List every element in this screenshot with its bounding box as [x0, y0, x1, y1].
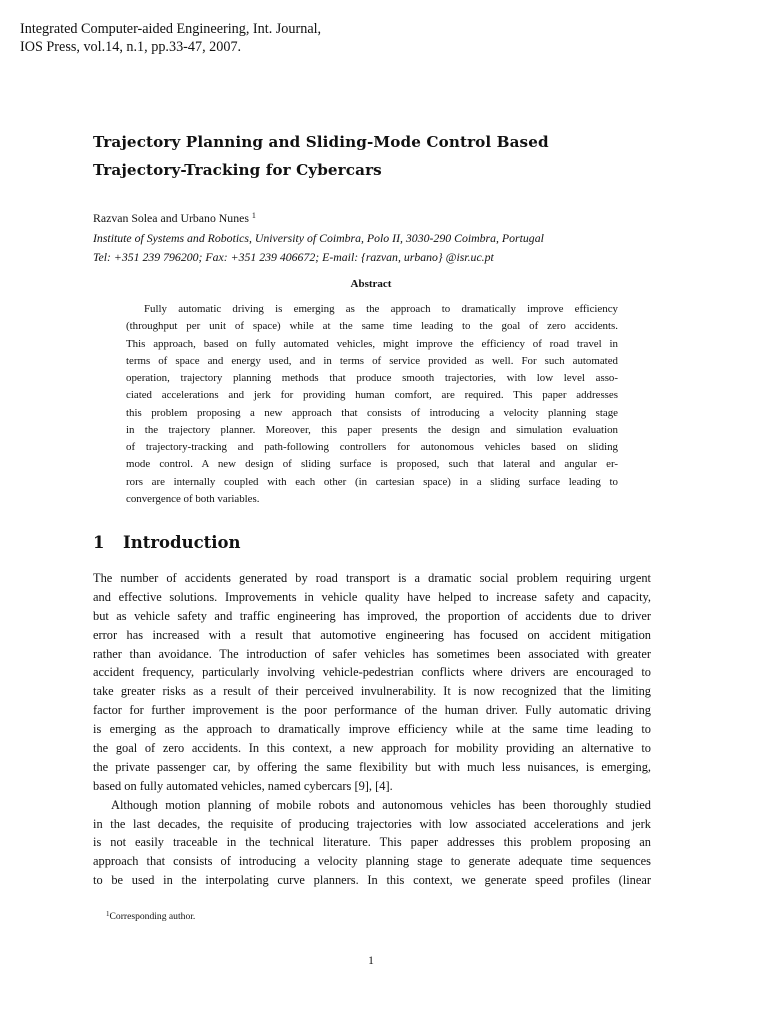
journal-reference-line-1: Integrated Computer-aided Engineering, Int. Journal, [20, 21, 322, 37]
footnote [106, 910, 195, 922]
page-number: 1 [368, 955, 374, 967]
body-line: approach that consists of introducing a velocity planning stage to generate adequate time sequences [93, 854, 651, 869]
author-names: Razvan Solea and Urbano Nunes [93, 211, 249, 225]
section-title: Introduction [123, 533, 241, 552]
body-line: The number of accidents generated by road transport is a dramatic social problem requiring urgent [93, 571, 651, 585]
abstract-line: This approach, based on fully automated vehicles, might improve the efficiency of road travel in [126, 337, 618, 350]
author-block [93, 206, 693, 268]
introduction-body [93, 569, 651, 890]
abstract-line: mode control. A new design of sliding surface is proposed, such that lateral and angular er- [126, 458, 618, 471]
body-line: the goal of zero accidents. In this context, a new approach for mobility providing an alternative to [93, 741, 651, 756]
paper-title [93, 128, 693, 184]
body-line: is not easily traceable in the technical literature. This paper addresses this problem proposing an [93, 835, 651, 850]
journal-reference-line-2: IOS Press, vol.14, n.1, pp.33-47, 2007. [20, 39, 242, 55]
abstract-line: this problem proposing a new approach that consists of introducing a velocity planning stage [126, 406, 618, 419]
section-heading [93, 533, 241, 552]
body-line: in the last decades, the requisite of producing trajectories with low associated accelerations and jerk [93, 816, 651, 831]
paper-title-line-1: Trajectory Planning and Sliding-Mode Control Based [93, 133, 549, 151]
abstract-line: convergence of both variables. [126, 492, 260, 505]
body-line: factor for further improvement is the poor performance of the human driver. Fully automatic driving [93, 703, 651, 718]
body-line: to be used in the interpolating curve planners. In this context, we generate speed profiles (linear [93, 873, 651, 888]
paper-title-line-2: Trajectory-Tracking for Cybercars [93, 161, 382, 179]
body-line: Although motion planning of mobile robots and autonomous vehicles has been thoroughly studied [111, 797, 651, 812]
abstract-line: terms of space and energy used, and in terms of service provided as well. For such automated [126, 354, 618, 367]
abstract-text [126, 301, 618, 508]
footnote-mark: 1 [106, 910, 110, 918]
abstract-line: (throughput per unit of space) while at the same time leading to the goal of zero accidents. [126, 320, 618, 333]
abstract-line: Fully automatic driving is emerging as the approach to dramatically improve efficiency [144, 303, 618, 315]
abstract-line: ciated accelerations and jerk for providing human comfort, are required. This paper addresses [126, 389, 618, 402]
body-line: error has increased with a result that automotive engineering has focused on accident mitigation [93, 627, 651, 642]
body-line: but as vehicle safety and traffic engineering has improved, the proportion of accidents due to driver [93, 608, 651, 623]
footnote-text: Corresponding author. [109, 911, 196, 922]
author-contact: Tel: +351 239 796200; Fax: +351 239 406672; E-mail: {razvan, urbano} @isr.uc.pt [93, 250, 494, 264]
author-affiliation: Institute of Systems and Robotics, University of Coimbra, Polo II, 3030-290 Coimbra, Portugal [93, 230, 544, 245]
author-footnote-mark: 1 [251, 211, 256, 220]
journal-reference [20, 20, 720, 56]
body-line: rather than avoidance. The introduction of safer vehicles has sometimes been associated with greater [93, 646, 651, 661]
body-line: is emerging as the approach to dramatically improve efficiency while at the same time leading to [93, 722, 651, 737]
body-line: the private passenger car, by offering the same flexibility but with much less nuisances, is emerging, [93, 759, 651, 774]
author-line [93, 206, 693, 229]
section-number: 1 [93, 533, 105, 552]
abstract-line: rors are internally coupled with each other (in cartesian space) in a sliding surface leading to [126, 475, 618, 488]
abstract-line: of trajectory-tracking and path-following controllers for autonomous vehicles based on sliding [126, 441, 618, 453]
abstract-line: in the trajectory planner. Moreover, this paper presents the design and simulation evaluation [126, 423, 618, 436]
body-line: accident frequency, particularly involving vehicle-pedestrian conflicts where drivers are encouraged to [93, 665, 651, 680]
abstract-heading: Abstract [350, 278, 392, 290]
body-line: and effective solutions. Improvements in vehicle quality have helped to increase safety and capacity, [93, 589, 651, 604]
body-line: take greater risks as a result of their perceived invulnerability. It is now recognized that the limiting [93, 684, 651, 699]
abstract-line: operation, trajectory planning methods that produce smooth trajectories, with low level asso- [126, 372, 618, 384]
body-line: based on fully automated vehicles, named cybercars [9], [4]. [93, 778, 393, 793]
